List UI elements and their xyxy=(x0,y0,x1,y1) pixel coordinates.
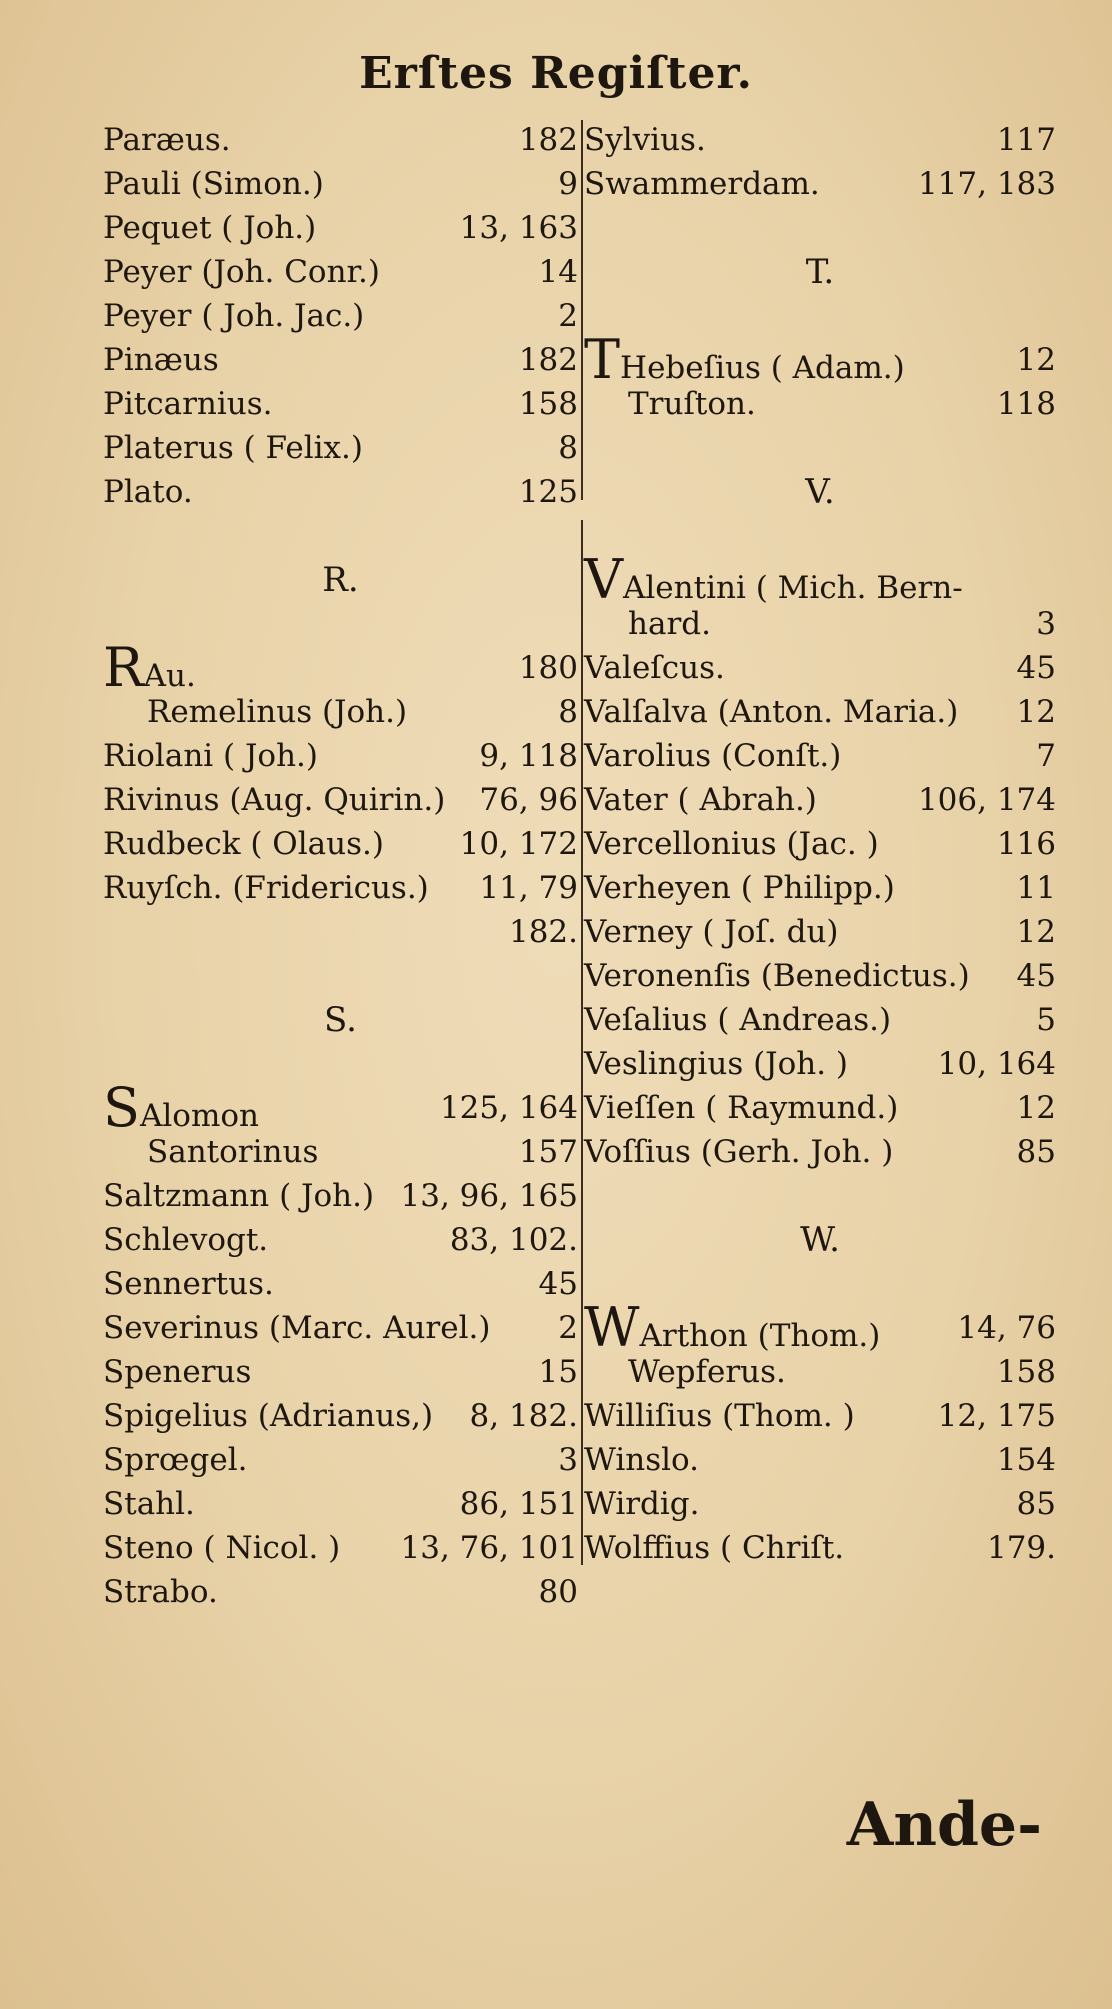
entry-page: 118 xyxy=(996,386,1056,422)
index-entry xyxy=(103,426,578,470)
entry-page: 13, 76, 101 xyxy=(400,1530,578,1566)
column-divider xyxy=(581,520,583,1565)
entry-page: 2 xyxy=(558,298,578,334)
entry-name: Vercellonius (Jac. ) xyxy=(584,826,879,862)
index-entry xyxy=(584,162,1056,206)
section-letter-label: S. xyxy=(324,1000,357,1040)
entry-page: 11, 79 xyxy=(479,870,578,906)
entry-page: 10, 172 xyxy=(459,826,578,862)
entry-page: 10, 164 xyxy=(937,1046,1056,1082)
index-entry xyxy=(103,206,578,250)
entry-page: 158 xyxy=(996,1354,1056,1390)
index-entry xyxy=(103,470,578,514)
entry-page: 80 xyxy=(538,1574,578,1610)
entry-name: Santorinus xyxy=(147,1134,319,1170)
entry-page: 182 xyxy=(518,122,578,158)
entry-name: Williſius (Thom. ) xyxy=(584,1398,855,1434)
entry-name: VAlentini ( Mich. Bern- xyxy=(584,548,963,611)
section-letter-label: W. xyxy=(800,1220,840,1260)
entry-page: 85 xyxy=(1016,1134,1056,1170)
index-entry xyxy=(103,338,578,382)
entry-name: SAlomon xyxy=(103,1076,259,1139)
section-letter xyxy=(103,558,578,602)
entry-page: 12, 175 xyxy=(937,1398,1056,1434)
entry-page: 3 xyxy=(558,1442,578,1478)
entry-name: Vieſſen ( Raymund.) xyxy=(584,1090,899,1126)
entry-page: 12 xyxy=(1016,342,1056,378)
entry-name: Voſſius (Gerh. Joh. ) xyxy=(584,1134,894,1170)
entry-name: Wirdig. xyxy=(584,1486,700,1522)
entry-page: 15 xyxy=(538,1354,578,1390)
entry-page: 45 xyxy=(1016,650,1056,686)
index-entry xyxy=(584,734,1056,778)
entry-page: 106, 174 xyxy=(917,782,1056,818)
page-title: Erſtes Regiſter. xyxy=(359,48,753,99)
index-entry xyxy=(584,1526,1056,1570)
index-entry xyxy=(584,382,1056,426)
entry-page: 76, 96 xyxy=(479,782,578,818)
section-letter xyxy=(584,250,1056,294)
entry-name: Veslingius (Joh. ) xyxy=(584,1046,849,1082)
index-entry xyxy=(584,118,1056,162)
entry-page: 13, 96, 165 xyxy=(400,1178,578,1214)
index-entry xyxy=(584,548,1056,611)
entry-name: Sprœgel. xyxy=(103,1442,248,1478)
entry-name: Veſalius ( Andreas.) xyxy=(584,1002,892,1038)
index-entry xyxy=(103,1306,578,1350)
entry-page: 125 xyxy=(518,474,578,510)
entry-name: Rivinus (Aug. Quirin.) xyxy=(103,782,446,818)
entry-name: Sylvius. xyxy=(584,122,706,158)
index-entry xyxy=(103,910,578,954)
entry-page: 12 xyxy=(1016,694,1056,730)
index-entry xyxy=(103,1482,578,1526)
index-entry xyxy=(103,866,578,910)
entry-page: 86, 151 xyxy=(459,1486,578,1522)
index-entry xyxy=(584,1350,1056,1394)
column-divider xyxy=(581,120,583,500)
spacer xyxy=(103,954,578,998)
index-entry xyxy=(103,1174,578,1218)
section-letter-label: T. xyxy=(805,252,835,292)
index-entry xyxy=(584,910,1056,954)
index-entry xyxy=(584,602,1056,646)
entry-name: Ruyſch. (Fridericus.) xyxy=(103,870,429,906)
section-letter xyxy=(584,470,1056,514)
entry-name: Pitcarnius. xyxy=(103,386,273,422)
entry-page: 45 xyxy=(1016,958,1056,994)
entry-name: Truſton. xyxy=(628,386,756,422)
index-entry xyxy=(103,294,578,338)
entry-name: Spenerus xyxy=(103,1354,252,1390)
entry-page: 83, 102. xyxy=(449,1222,578,1258)
entry-name: Platerus ( Felix.) xyxy=(103,430,363,466)
entry-name: Varolius (Conſt.) xyxy=(584,738,842,774)
index-entry xyxy=(103,690,578,734)
entry-name: Verheyen ( Philipp.) xyxy=(584,870,895,906)
spacer xyxy=(584,294,1056,338)
entry-page: 8 xyxy=(558,694,578,730)
index-entry xyxy=(584,866,1056,910)
entry-name: Veronenſis (Benedictus.) xyxy=(584,958,970,994)
entry-name: Riolani ( Joh.) xyxy=(103,738,319,774)
entry-name: Plato. xyxy=(103,474,193,510)
index-entry xyxy=(103,118,578,162)
entry-name: Strabo. xyxy=(103,1574,218,1610)
section-letter xyxy=(103,998,578,1042)
entry-name: Schlevogt. xyxy=(103,1222,269,1258)
entry-page: 85 xyxy=(1016,1486,1056,1522)
entry-page: 12 xyxy=(1016,914,1056,950)
entry-name: WArthon (Thom.) xyxy=(584,1296,881,1359)
index-entry xyxy=(584,998,1056,1042)
spacer xyxy=(584,514,1056,558)
spacer xyxy=(584,1262,1056,1306)
section-letter xyxy=(584,1218,1056,1262)
entry-page: 157 xyxy=(518,1134,578,1170)
entry-page: 3 xyxy=(1036,606,1056,642)
entry-page: 13, 163 xyxy=(459,210,578,246)
entry-name: Swammerdam. xyxy=(584,166,820,202)
index-entry xyxy=(584,1086,1056,1130)
index-entry xyxy=(103,1526,578,1570)
index-entry xyxy=(103,1076,578,1139)
entry-page: 11 xyxy=(1016,870,1056,906)
index-entry xyxy=(584,954,1056,998)
index-entry xyxy=(584,1394,1056,1438)
entry-name: Valſalva (Anton. Maria.) xyxy=(584,694,959,730)
index-entry xyxy=(103,1438,578,1482)
entry-page: 7 xyxy=(1036,738,1056,774)
entry-page: 116 xyxy=(996,826,1056,862)
entry-page: 8, 182. xyxy=(469,1398,578,1434)
entry-name: THebeſius ( Adam.) xyxy=(584,328,905,391)
entry-page: 182 xyxy=(518,342,578,378)
entry-page: 154 xyxy=(996,1442,1056,1478)
index-entry xyxy=(103,250,578,294)
index-entry xyxy=(103,1130,578,1174)
entry-name: Pequet ( Joh.) xyxy=(103,210,317,246)
entry-name: Peyer ( Joh. Jac.) xyxy=(103,298,365,334)
index-entry xyxy=(103,1394,578,1438)
index-entry xyxy=(584,1296,1056,1359)
section-letter-label: V. xyxy=(805,472,835,512)
entry-page: 179. xyxy=(986,1530,1056,1566)
entry-name: Pinæus xyxy=(103,342,219,378)
index-entry xyxy=(584,690,1056,734)
entry-page: 117, 183 xyxy=(917,166,1056,202)
entry-name: Winslo. xyxy=(584,1442,699,1478)
spacer xyxy=(103,1042,578,1086)
entry-page: 117 xyxy=(996,122,1056,158)
entry-name: Peyer (Joh. Conr.) xyxy=(103,254,380,290)
index-entry xyxy=(584,328,1056,391)
entry-page: 9 xyxy=(558,166,578,202)
entry-page: 9, 118 xyxy=(479,738,578,774)
entry-page: 14 xyxy=(538,254,578,290)
entry-page: 45 xyxy=(538,1266,578,1302)
spacer xyxy=(103,514,578,558)
index-entry xyxy=(584,1130,1056,1174)
entry-page: 8 xyxy=(558,430,578,466)
entry-name: Saltzmann ( Joh.) xyxy=(103,1178,375,1214)
entry-name: Remelinus (Joh.) xyxy=(147,694,408,730)
index-entry xyxy=(103,1218,578,1262)
entry-name: RAu. xyxy=(103,636,196,699)
entry-name: Stahl. xyxy=(103,1486,195,1522)
entry-name: Valeſcus. xyxy=(584,650,725,686)
entry-name: Paræus. xyxy=(103,122,231,158)
entry-page: 12 xyxy=(1016,1090,1056,1126)
entry-name: Vater ( Abrah.) xyxy=(584,782,817,818)
index-entry xyxy=(584,778,1056,822)
spacer xyxy=(584,1174,1056,1218)
entry-page: 5 xyxy=(1036,1002,1056,1038)
index-entry xyxy=(584,646,1056,690)
index-entry xyxy=(103,382,578,426)
index-entry xyxy=(584,1042,1056,1086)
entry-name: hard. xyxy=(628,606,711,642)
index-entry xyxy=(103,162,578,206)
spacer xyxy=(103,602,578,646)
entry-page: 14, 76 xyxy=(957,1310,1056,1346)
index-entry xyxy=(103,734,578,778)
index-entry xyxy=(103,822,578,866)
index-column-left xyxy=(103,118,578,1614)
index-entry xyxy=(103,1350,578,1394)
index-entry xyxy=(584,1438,1056,1482)
entry-page: 182. xyxy=(508,914,578,950)
entry-name: Steno ( Nicol. ) xyxy=(103,1530,341,1566)
index-entry xyxy=(103,1570,578,1614)
entry-page: 2 xyxy=(558,1310,578,1346)
entry-name: Spigelius (Adrianus,) xyxy=(103,1398,434,1434)
section-letter-label: R. xyxy=(322,560,359,600)
index-column-right xyxy=(584,118,1056,1570)
entry-name: Verney ( Joſ. du) xyxy=(584,914,839,950)
spacer xyxy=(584,206,1056,250)
entry-page: 180 xyxy=(518,650,578,686)
entry-page: 158 xyxy=(518,386,578,422)
entry-name: Wepferus. xyxy=(628,1354,786,1390)
catchword: Ande- xyxy=(846,1790,1042,1860)
entry-page: 125, 164 xyxy=(439,1090,578,1126)
entry-name: Sennertus. xyxy=(103,1266,274,1302)
index-entry xyxy=(584,822,1056,866)
spacer xyxy=(584,426,1056,470)
entry-name: Rudbeck ( Olaus.) xyxy=(103,826,384,862)
index-entry xyxy=(103,1262,578,1306)
entry-name: Severinus (Marc. Aurel.) xyxy=(103,1310,491,1346)
entry-name: Pauli (Simon.) xyxy=(103,166,324,202)
index-entry xyxy=(103,778,578,822)
entry-name: Wolffius ( Chriſt. xyxy=(584,1530,845,1566)
index-entry xyxy=(584,1482,1056,1526)
index-entry xyxy=(103,636,578,699)
